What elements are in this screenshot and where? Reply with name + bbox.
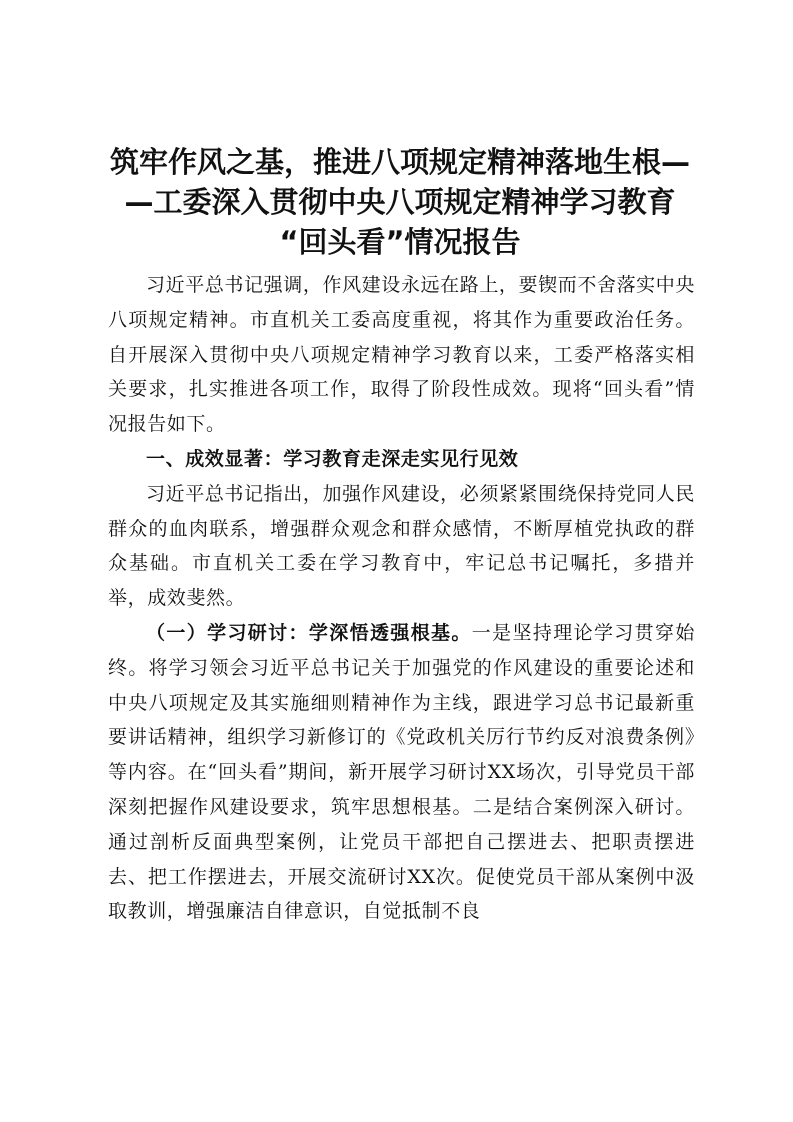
section-1-heading: 一、成效显著：学习教育走深走实见行见效 (146, 447, 519, 470)
title-line-1: 筑牢作风之基，推进八项规定精神落地生根— (109, 145, 690, 179)
section-1-paragraph: 习近平总书记指出，加强作风建设，必须紧紧围绕保持党同人民群众的血肉联系，增强群众观念和群众感情，不断厚植党执政的群众基础。市直机关工委在学习教育中，牢记总书记嘱托，多措并举，成效斐然。 (108, 482, 695, 610)
document-body (108, 268, 695, 929)
title-line-2: —工委深入贯彻中央八项规定精神学习教育 (124, 185, 676, 219)
subsection-1-heading: （一）学习研讨： (146, 621, 309, 644)
subsection-1-paragraph (108, 616, 695, 929)
document-title (100, 142, 700, 262)
intro-paragraph: 习近平总书记强调，作风建设永远在路上，要锲而不舍落实中央八项规定精神。市直机关工委高度重视，将其作为重要政治任务。自开展深入贯彻中央八项规定精神学习教育以来，工委严格落实相关要求，扎实推进各项工作，取得了阶段性成效。现将“回头看”情况报告如下。 (108, 274, 695, 436)
subsection-1-text: 一是坚持理论学习贯穿始终。将学习领会习近平总书记关于加强党的作风建设的重要论述和中央八项规定及其实施细则精神作为主线，跟进学习总书记最新重要讲话精神，组织学习新修订的《党政机关厉行节约反对浪费条例》等内容。在“回头看”期间，新开展学习研讨XX场次，引导党员干部深刻把握作风建设要求，筑牢思想根基。二是结合案例深入研讨。通过剖析反面典型案例，让党员干部把自己摆进去、把职责摆进去、把工作摆进去，开展交流研讨XX次。促使党员干部从案例中汲取教训，增强廉洁自律意识，自觉抵制不良 (108, 621, 695, 923)
title-line-3: “回头看”情况报告 (279, 225, 521, 259)
subsection-1-lead: 学深悟透强根基。 (308, 621, 472, 644)
